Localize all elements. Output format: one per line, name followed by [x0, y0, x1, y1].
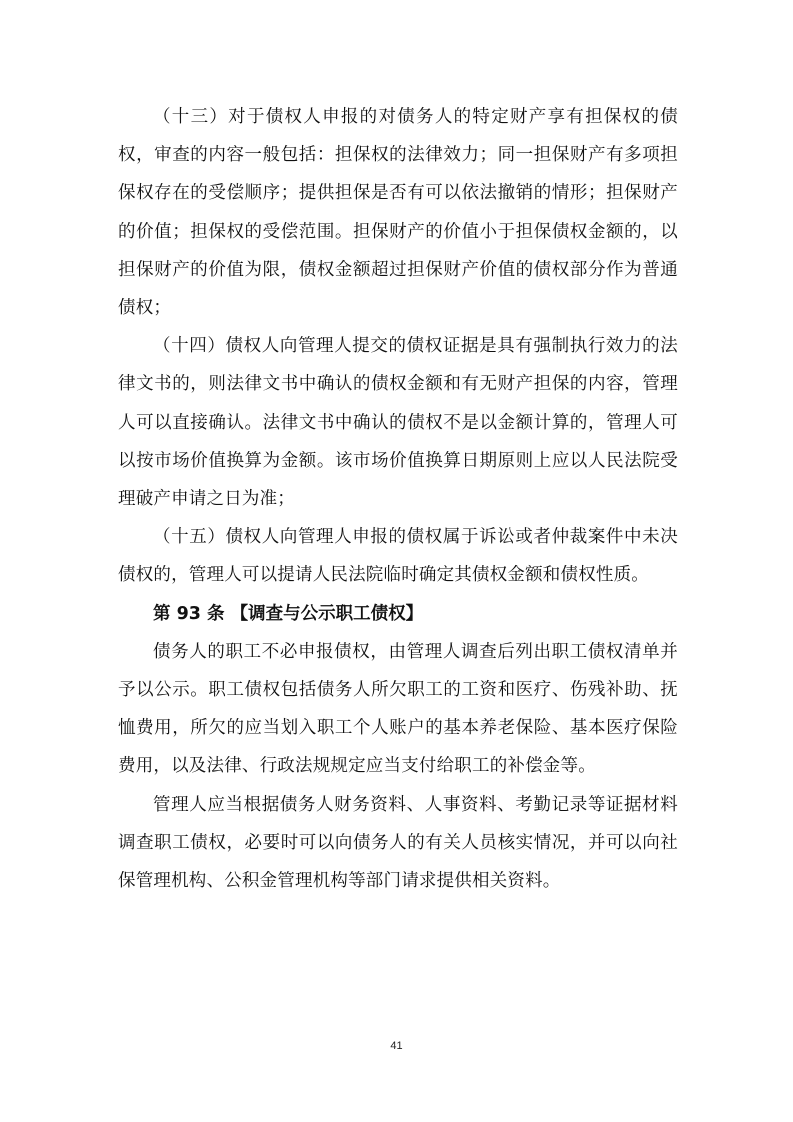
- paragraph-item-13: （十三）对于债权人申报的对债务人的特定财产享有担保权的债权，审查的内容一般包括：担保权的法律效力；同一担保财产有多项担保权存在的受偿顺序；提供担保是否有可以依法撤销的情形；担保财产的价值；担保权的受偿范围。担保财产的价值小于担保债权金额的，以担保财产的价值为限，债权金额超过担保财产价值的债权部分作为普通债权；: [118, 107, 678, 319]
- paragraph-item-14: （十四）债权人向管理人提交的债权证据是具有强制执行效力的法律文书的，则法律文书中确认的债权金额和有无财产担保的内容，管理人可以直接确认。法律文书中确认的债权不是以金额计算的，管理人可以按市场价值换算为金额。该市场价值换算日期原则上应以人民法院受理破产申请之日为准；: [118, 336, 678, 510]
- article-93-paragraph-1: 债务人的职工不必申报债权，由管理人调查后列出职工债权清单并予以公示。职工债权包括债务人所欠职工的工资和医疗、伤残补助、抚恤费用，所欠的应当划入职工个人账户的基本养老保险、基本医疗保险费用，以及法律、行政法规规定应当支付给职工的补偿金等。: [118, 641, 678, 777]
- document-body: [118, 98, 678, 900]
- page-number: 41: [390, 1040, 403, 1052]
- article-93-paragraph-2: 管理人应当根据债务人财务资料、人事资料、考勤记录等证据材料调查职工债权，必要时可以向债务人的有关人员核实情况，并可以向社保管理机构、公积金管理机构等部门请求提供相关资料。: [118, 794, 678, 892]
- article-93-heading: 第 93 条 【调查与公示职工债权】: [153, 603, 424, 624]
- paragraph-item-15: （十五）债权人向管理人申报的债权属于诉讼或者仲裁案件中未决债权的，管理人可以提请人民法院临时确定其债权金额和债权性质。: [118, 527, 678, 586]
